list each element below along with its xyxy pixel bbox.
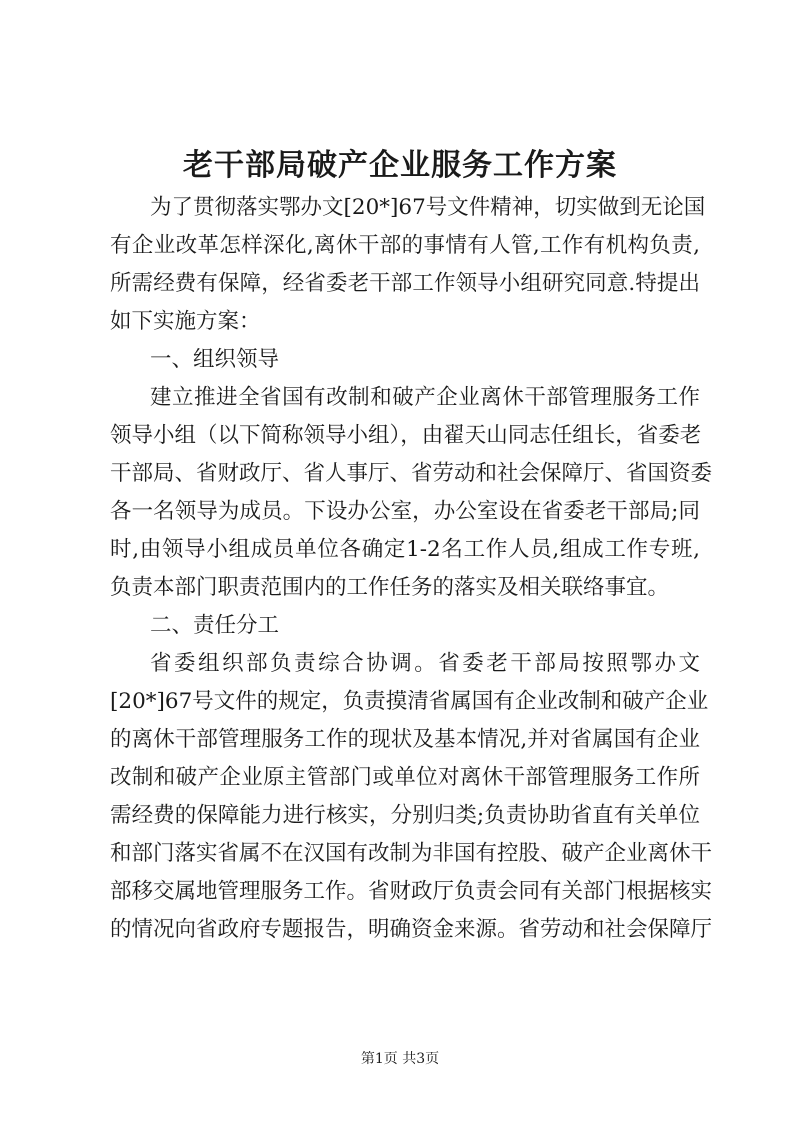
paragraph-line: 为了贯彻落实鄂办文[20*]67号文件精神，切实做到无论国 [150,195,706,220]
paragraph-line: 领导小组（以下简称领导小组），由翟天山同志任组长，省委老 [110,423,702,448]
section-heading: 一、组织领导 [150,347,280,372]
page-footer: 第1页 共3页 [360,1051,440,1067]
paragraph-line: 需经费的保障能力进行核实，分别归类;负责协助省直有关单位 [110,803,700,828]
paragraph-line: 建立推进全省国有改制和破产企业离休干部管理服务工作 [150,385,700,410]
paragraph-line: 负责本部门职责范围内的工作任务的落实及相关联络事宜。 [110,575,670,600]
paragraph-line: 部移交属地管理服务工作。省财政厅负责会同有关部门根据核实 [110,879,713,904]
section-heading: 二、责任分工 [150,613,280,638]
paragraph-line: 干部局、省财政厅、省人事厅、省劳动和社会保障厅、省国资委 [110,461,713,486]
paragraph-line: 有企业改革怎样深化,离休干部的事情有人管,工作有机构负责, [110,233,700,258]
paragraph-line: 和部门落实省属不在汉国有改制为非国有控股、破产企业离休干 [110,841,713,866]
paragraph-line: 如下实施方案： [110,309,261,334]
paragraph-line: [20*]67号文件的规定，负责摸清省属国有企业改制和破产企业 [110,689,709,714]
paragraph-line: 所需经费有保障，经省委老干部工作领导小组研究同意.特提出 [110,271,700,296]
paragraph-line: 的情况向省政府专题报告，明确资金来源。省劳动和社会保障厅 [110,917,713,942]
paragraph-line: 改制和破产企业原主管部门或单位对离休干部管理服务工作所 [110,765,700,790]
paragraph-line: 的离休干部管理服务工作的现状及基本情况,并对省属国有企业 [110,727,700,752]
paragraph-line: 省委组织部负责综合协调。省委老干部局按照鄂办文 [150,651,700,676]
paragraph-line: 各一名领导为成员。下设办公室，办公室设在省委老干部局;同 [110,499,700,524]
paragraph-line: 时,由领导小组成员单位各确定1-2名工作人员,组成工作专班, [110,537,700,562]
document-title: 老干部局破产企业服务工作方案 [183,148,617,183]
